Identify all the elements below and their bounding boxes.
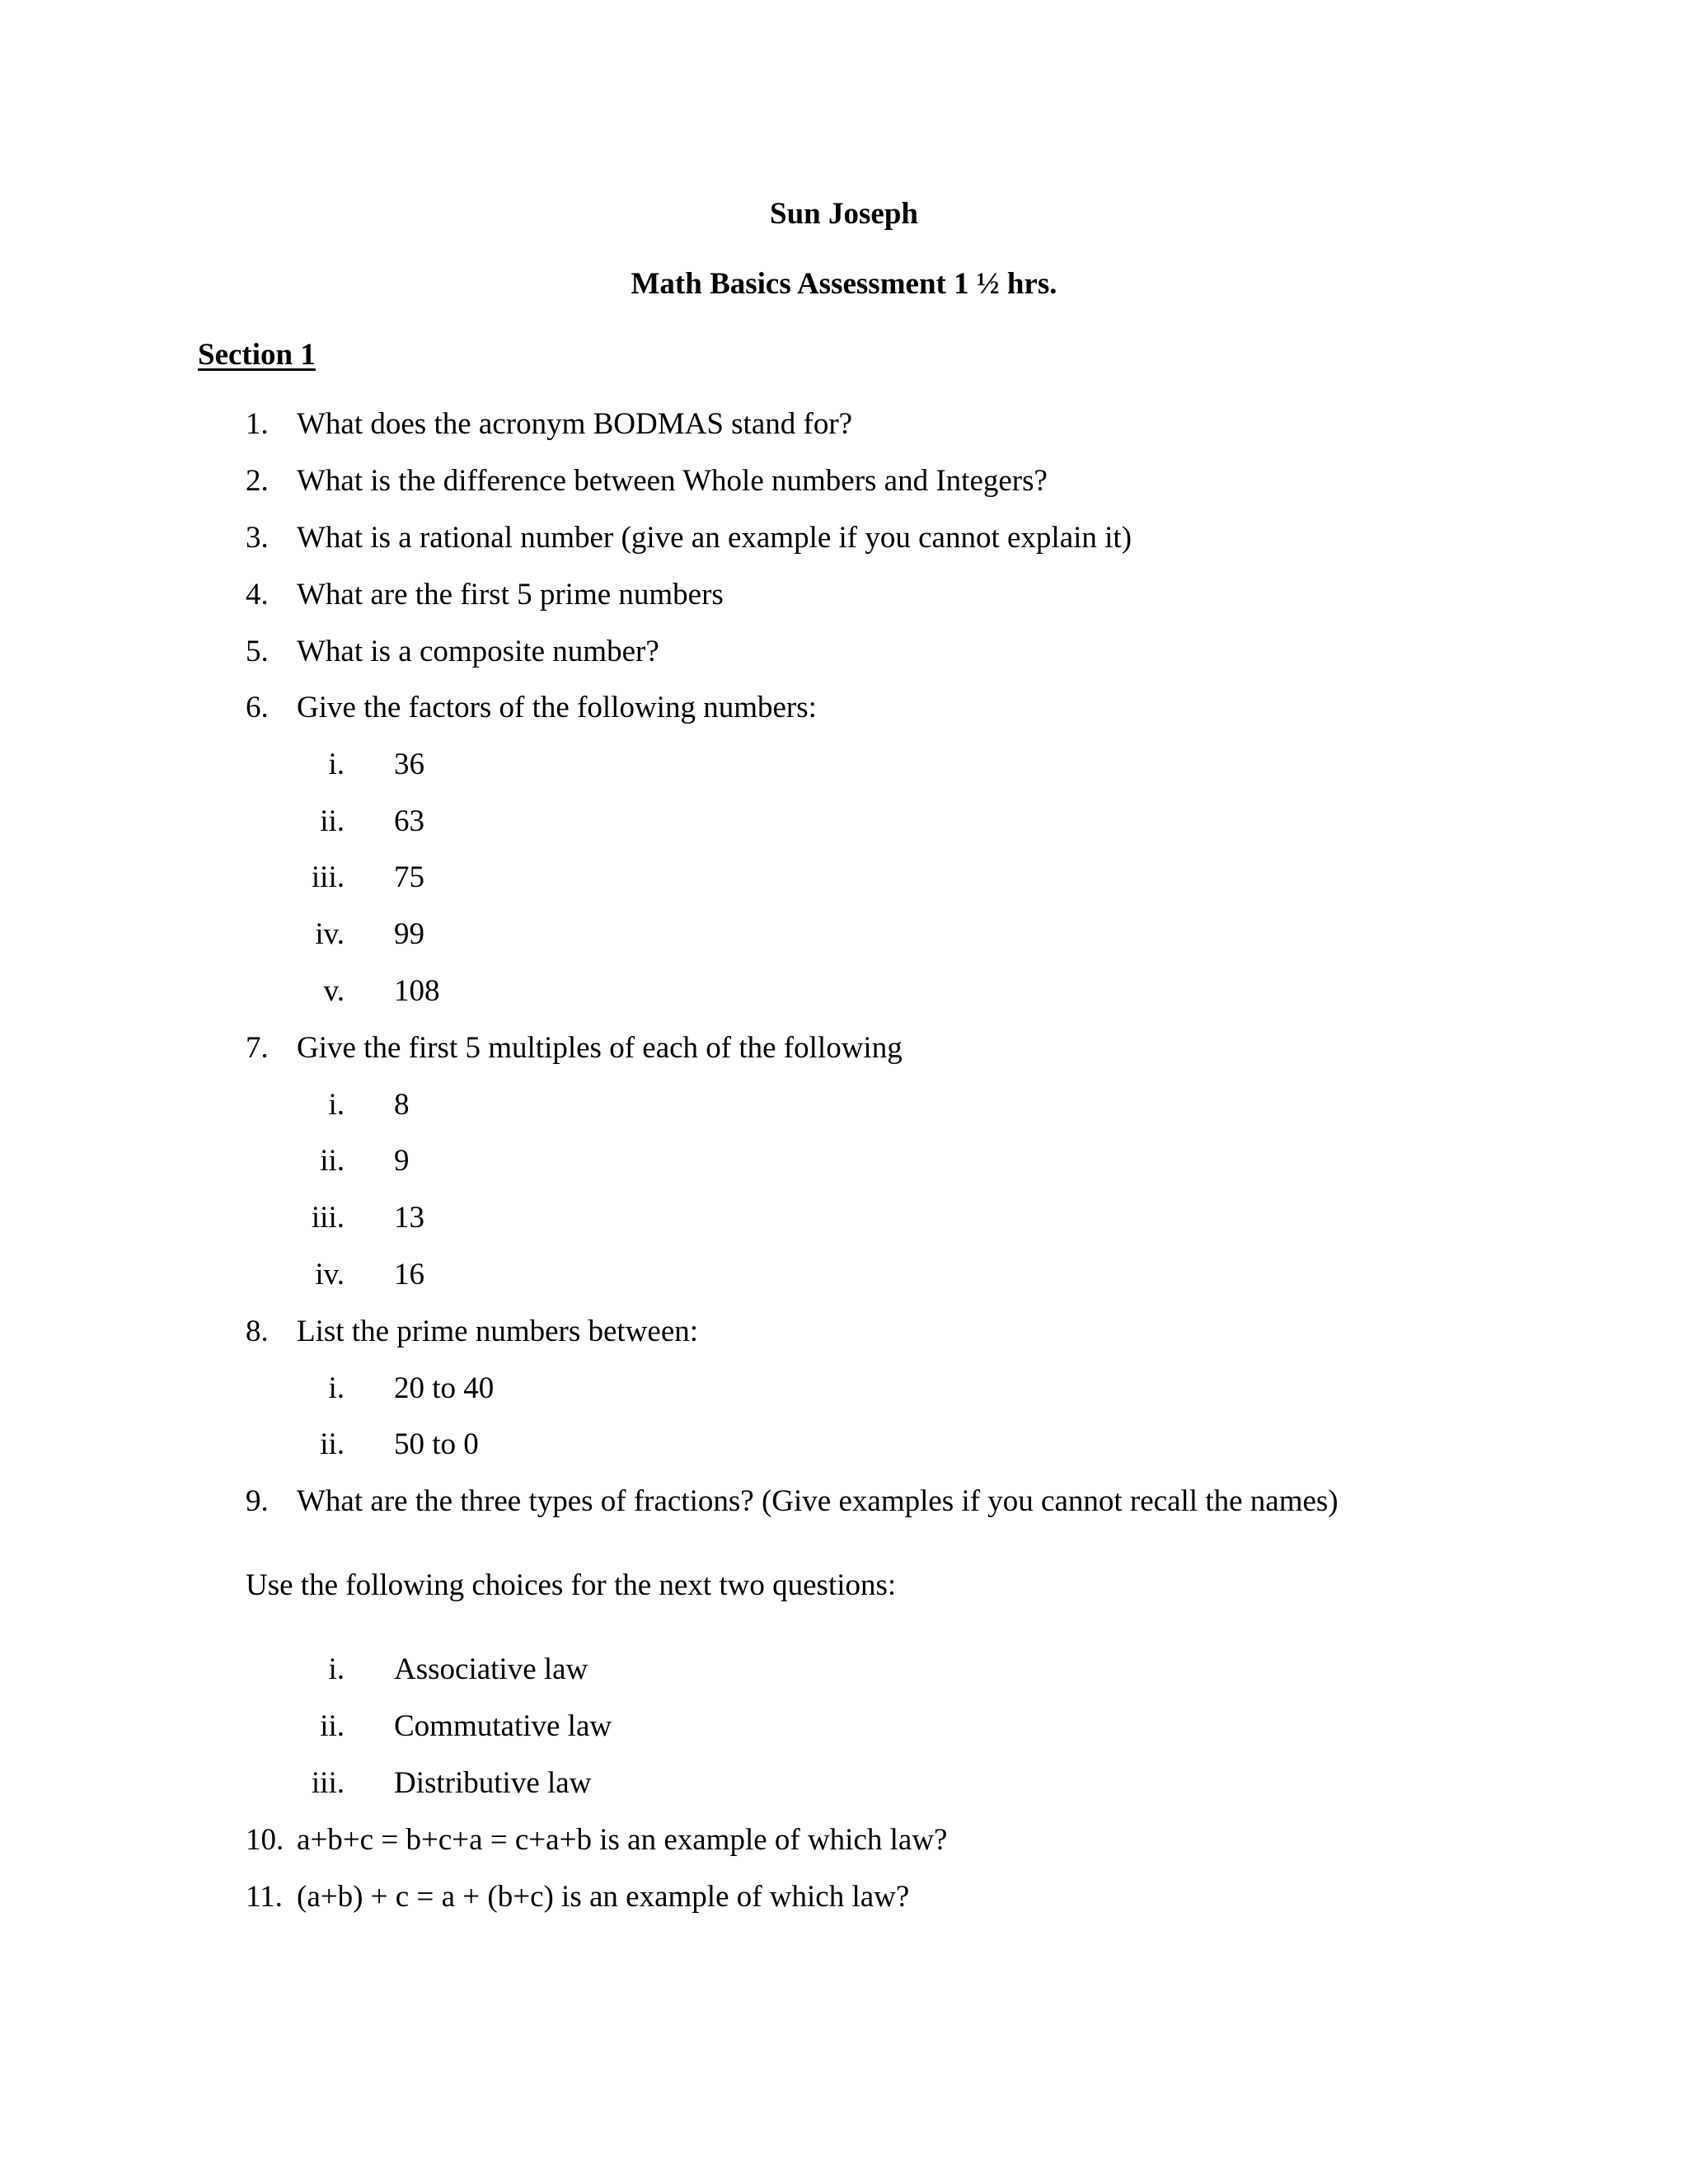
sub-item-text: 50 to 0 bbox=[394, 1427, 479, 1461]
question-text: a+b+c = b+c+a = c+a+b is an example of which law? bbox=[297, 1823, 948, 1857]
sub-item-text: 9 bbox=[394, 1144, 410, 1178]
question-text: Give the first 5 multiples of each of the following bbox=[297, 1031, 903, 1065]
question-number: 11. bbox=[246, 1880, 283, 1914]
sub-item-text: 63 bbox=[394, 804, 424, 838]
choice-label: iii. bbox=[311, 1766, 345, 1800]
sub-item-label: iv. bbox=[315, 917, 345, 951]
sub-item-label: ii. bbox=[320, 1427, 345, 1461]
question-number: 6. bbox=[246, 691, 269, 724]
question-number: 1. bbox=[246, 407, 269, 441]
question-number: 10. bbox=[246, 1823, 284, 1857]
question-text: What does the acronym BODMAS stand for? bbox=[297, 407, 853, 441]
question-number: 9. bbox=[246, 1484, 269, 1518]
sub-item-label: iii. bbox=[311, 860, 345, 894]
sub-item-text: 99 bbox=[394, 917, 424, 951]
sub-item-text: 108 bbox=[394, 974, 440, 1008]
question-text: List the prime numbers between: bbox=[297, 1315, 699, 1348]
sub-item-text: 13 bbox=[394, 1201, 424, 1235]
question-text: (a+b) + c = a + (b+c) is an example of which law? bbox=[297, 1880, 910, 1914]
sub-item-text: 16 bbox=[394, 1258, 424, 1291]
assessment-title: Math Basics Assessment 1 ½ hrs. bbox=[631, 267, 1057, 301]
choice-text: Distributive law bbox=[394, 1766, 592, 1800]
question-number: 7. bbox=[246, 1031, 269, 1065]
question-text: What is a composite number? bbox=[297, 635, 659, 668]
sub-item-text: 20 to 40 bbox=[394, 1371, 495, 1405]
question-text: Give the factors of the following numbers: bbox=[297, 691, 817, 724]
author-name: Sun Joseph bbox=[770, 197, 918, 231]
question-number: 2. bbox=[246, 464, 269, 498]
sub-item-label: iv. bbox=[315, 1258, 345, 1291]
sub-item-label: v. bbox=[323, 974, 345, 1008]
sub-item-label: ii. bbox=[320, 1144, 345, 1178]
sub-item-label: i. bbox=[328, 1371, 345, 1405]
sub-item-label: i. bbox=[328, 748, 345, 781]
question-text: What are the first 5 prime numbers bbox=[297, 578, 724, 612]
sub-item-label: ii. bbox=[320, 804, 345, 838]
sub-item-text: 75 bbox=[394, 860, 424, 894]
choice-label: ii. bbox=[320, 1709, 345, 1743]
question-number: 5. bbox=[246, 635, 269, 668]
question-text: What is the difference between Whole numbers and Integers? bbox=[297, 464, 1048, 498]
sub-item-text: 8 bbox=[394, 1088, 410, 1122]
question-text: What is a rational number (give an example if you cannot explain it) bbox=[297, 521, 1132, 555]
section-heading: Section 1 bbox=[198, 338, 316, 372]
sub-item-label: i. bbox=[328, 1088, 345, 1122]
question-number: 4. bbox=[246, 578, 269, 612]
choice-text: Commutative law bbox=[394, 1709, 612, 1743]
choice-text: Associative law bbox=[394, 1652, 588, 1686]
sub-item-label: iii. bbox=[311, 1201, 345, 1235]
question-number: 8. bbox=[246, 1315, 269, 1348]
choices-intro-text: Use the following choices for the next two questions: bbox=[246, 1568, 897, 1602]
question-number: 3. bbox=[246, 521, 269, 555]
question-text: What are the three types of fractions? (Give examples if you cannot recall the names) bbox=[297, 1484, 1339, 1518]
choice-label: i. bbox=[328, 1652, 345, 1686]
sub-item-text: 36 bbox=[394, 748, 424, 781]
